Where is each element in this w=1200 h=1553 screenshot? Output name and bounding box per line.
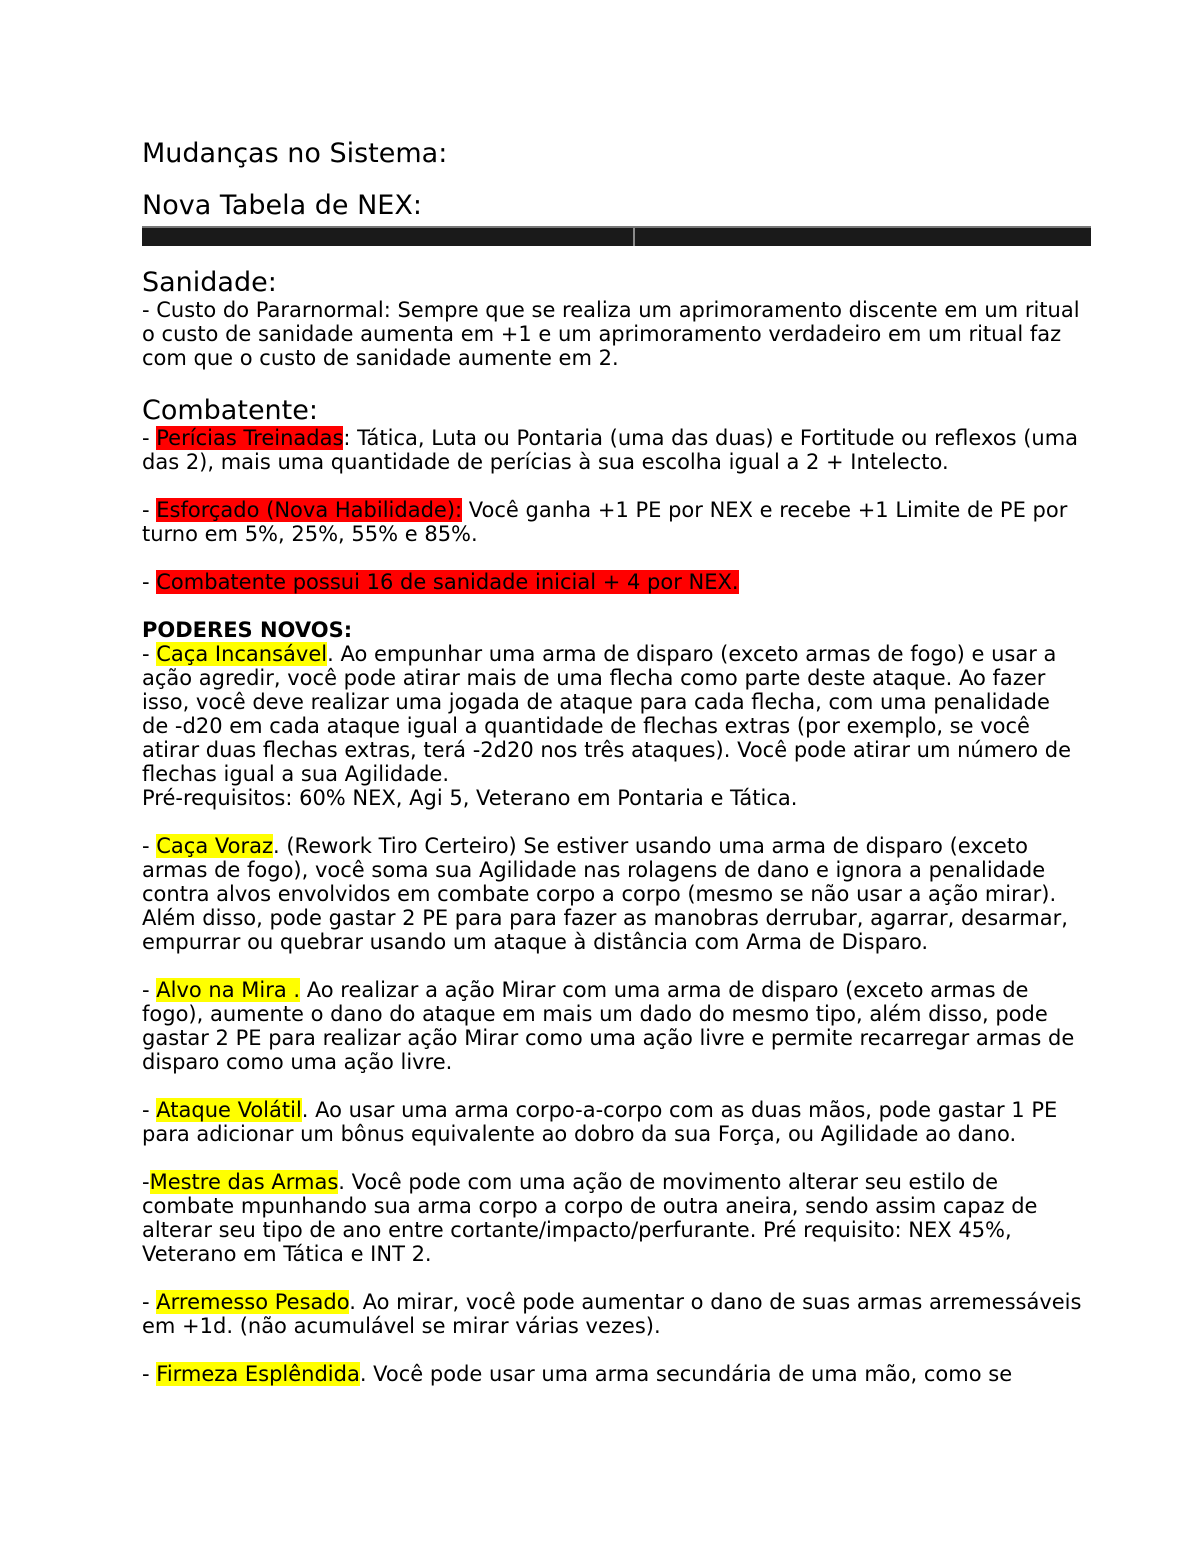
heading-sanidade: Sanidade: — [142, 267, 277, 298]
highlight-esforcado: Esforçado (Nova Habilidade): — [156, 498, 463, 522]
title-nova-tabela: Nova Tabela de NEX: — [142, 190, 422, 221]
power-description: . Ao empunhar uma arma de disparo (exceto armas de fogo) e usar a ação agredir, você pode atirar mais de uma flecha como parte deste ataque. Ao fazer isso, você deve realizar uma jogada de ataque para cada flecha, com uma penalidade de -d20 em cada ataque igual a quantidade de flechas extras (por exemplo, se você atirar duas flechas extras, terá -2d20 nos três ataques). Você pode atirar um número de flechas igual a sua Agilidade. — [142, 642, 1072, 786]
power-item — [142, 978, 1082, 1074]
sanidade-text: Custo do Pararnormal: Sempre que se realiza um aprimoramento discente em um ritual o custo de sanidade aumenta em +1 e um aprimoramento verdadeiro em um ritual faz com que o custo de sanidade aumente em 2. — [142, 298, 1080, 370]
list-dash: - — [142, 1170, 150, 1194]
power-description: . Ao mirar, você pode aumentar o dano de suas armas arremessáveis em +1d. (não acumulável se mirar várias vezes). — [142, 1290, 1082, 1338]
nex-table-image — [142, 226, 1091, 246]
highlight-power-name: Mestre das Armas — [149, 1170, 339, 1194]
power-description: . (Rework Tiro Certeiro) Se estiver usando uma arma de disparo (exceto armas de fogo), você soma sua Agilidade nas rolagens de dano e ignora a penalidade contra alvos envolvidos em combate corpo a corpo (mesmo se não usar a ação mirar). Além disso, pode gastar 2 PE para para fazer as manobras derrubar, agarrar, desarmar, empurrar ou quebrar usando um ataque à distância com Arma de Disparo. — [142, 834, 1068, 954]
highlight-power-name: Caça Voraz — [156, 834, 273, 858]
list-dash: - — [142, 298, 157, 322]
power-description: Ao realizar a ação Mirar com uma arma de disparo (exceto armas de fogo), aumente o dano do ataque em mais um dado do mesmo tipo, além disso, pode gastar 2 PE para realizar ação Mirar como uma ação livre e permite recarregar armas de disparo como uma ação livre. — [142, 978, 1075, 1074]
power-item — [142, 834, 1082, 954]
list-dash: - — [142, 426, 157, 450]
power-description: . Você pode com uma ação de movimento alterar seu estilo de combate mpunhando sua arma corpo a corpo de outra aneira, sendo assim capaz de alterar seu tipo de ano entre cortante/impacto/perfurante. Pré requisito: NEX 45%, Veterano em Tática e INT 2. — [142, 1170, 1038, 1266]
power-item — [142, 1362, 1082, 1386]
document-content — [142, 136, 1082, 1386]
paragraph-esforcado — [142, 498, 1082, 546]
list-dash: - — [142, 834, 157, 858]
highlight-power-name: Firmeza Esplêndida — [156, 1362, 360, 1386]
list-dash: - — [142, 1290, 157, 1314]
list-dash: - — [142, 570, 157, 594]
power-description: . Ao usar uma arma corpo-a-corpo com as duas mãos, pode gastar 1 PE para adicionar um bônus equivalente ao dobro da sua Força, ou Agilidade ao dano. — [142, 1098, 1058, 1146]
power-item — [142, 642, 1082, 786]
power-item — [142, 1290, 1082, 1338]
power-description: . Você pode usar uma arma secundária de uma mão, como se — [359, 1362, 1013, 1386]
power-requirement: Pré-requisitos: 60% NEX, Agi 5, Veterano em Pontaria e Tática. — [142, 786, 798, 810]
highlight-power-name: Caça Incansável — [156, 642, 328, 666]
paragraph-pericias — [142, 426, 1082, 474]
list-dash: - — [142, 642, 157, 666]
paragraph-sanidade-inicial — [142, 570, 1082, 594]
esforcado-text: Você ganha +1 PE por NEX e recebe +1 Limite de PE por turno em 5%, 25%, 55% e 85%. — [142, 498, 1068, 546]
list-dash: - — [142, 1362, 157, 1386]
power-item — [142, 1098, 1082, 1146]
title-mudancas: Mudanças no Sistema: — [142, 138, 448, 169]
nex-table-divider — [633, 228, 635, 246]
list-dash: - — [142, 498, 157, 522]
heading-combatente: Combatente: — [142, 395, 318, 426]
heading-poderes-novos: PODERES NOVOS: — [142, 618, 353, 642]
highlight-pericias-treinadas: Perícias Treinadas — [156, 426, 344, 450]
highlight-power-name: Arremesso Pesado — [156, 1290, 350, 1314]
paragraph-sanidade — [142, 298, 1082, 370]
highlight-power-name: Alvo na Mira . — [156, 978, 301, 1002]
list-dash: - — [142, 1098, 157, 1122]
list-dash: - — [142, 978, 157, 1002]
highlight-power-name: Ataque Volátil — [156, 1098, 302, 1122]
power-item — [142, 1170, 1082, 1266]
highlight-sanidade-inicial: Combatente possui 16 de sanidade inicial + 4 por NEX. — [156, 570, 739, 594]
pericias-text: : Tática, Luta ou Pontaria (uma das duas) e Fortitude ou reflexos (uma das 2), mais uma quantidade de perícias à sua escolha igual a 2 + Intelecto. — [142, 426, 1079, 474]
